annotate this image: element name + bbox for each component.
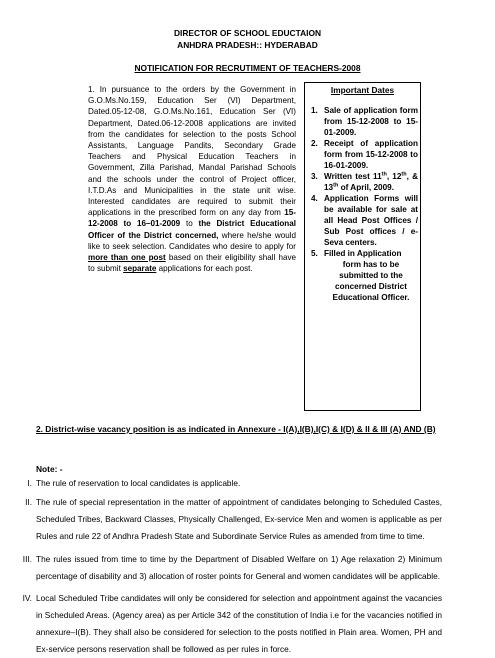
document-heading-line1: DIRECTOR OF SCHOOL EDUCTAION — [173, 28, 322, 38]
section-2-vacancy: 2. District-wise vacancy position is as indicated in Annexure - I(A),I(B),I(C) & I(D) & II & III (A) AND (B) — [36, 424, 436, 434]
important-dates-box — [304, 82, 421, 411]
note-item-4: IV. Local Scheduled Tribe candidates will only be considered for selection and appointment against the vacancies in Scheduled Areas. (Agency area) as per Article 342 of the constitution of India i.e for the vacancies notified in annexure–I(B). They shall also be considered for selection to the posts notified in Plain area. Women, PH and Ex-service persons reservation shall be followed as per rules in force. — [22, 593, 442, 654]
date-item: 1. Sale of application form from 15-12-2008 to 15-01-2009. — [311, 106, 418, 137]
note-item-3: III. The rules issued from time to time by the Department of Disabled Welfare on 1) Age relaxation 2) Minimum percentage of disability and 3) allocation of roster points for General and women candidates will be applicable. — [22, 554, 442, 581]
date-item: 2. Receipt of application form from 15-12-2008 to 16-01-2009. — [311, 139, 418, 170]
important-dates-list — [305, 105, 420, 303]
para1-text-2: to — [180, 219, 199, 229]
document-heading-line2: ANHDRA PRADESH:: HYDERABAD — [177, 40, 318, 50]
date-item: 3. Written test 11th, 12th, & 13th of April, 2009. — [311, 171, 418, 192]
note-item-1: I. The rule of reservation to local candidates is applicable. — [27, 478, 241, 488]
paragraph-1 — [88, 84, 296, 274]
more-than-one-post: more than one post — [88, 253, 166, 263]
note-item-2: II. The rule of special representation in the matter of appointment of candidates belonging to Scheduled Castes, Scheduled Tribes, Backward Classes, Physically Challenged, Ex-service Men and women is applicable as per Rules and rule 22 of Andhra Pradesh State and Subordinate Service Rules as amended from time to time. — [25, 497, 442, 541]
para1-text-3: where he/she would like to seek selection. Candidates who desire to apply for — [88, 230, 296, 251]
note-label: Note: - — [36, 464, 63, 474]
notification-title: NOTIFICATION FOR RECRUTIMENT OF TEACHERS-2008 — [134, 63, 361, 73]
date-item: 4. Application Forms will be available for sale at all Head Post Offices / Sub Post offices / e-Seva centers. — [311, 194, 418, 247]
separate-text: separate — [123, 264, 157, 274]
to-text: to — [123, 219, 132, 229]
office-text: the District Educational Officer of the District concerned, — [88, 219, 296, 240]
important-dates-title: Important Dates — [330, 85, 395, 95]
date-to: 16–01-2009 — [136, 219, 181, 229]
date-item: 5. Filled in Application form has to be submitted to the concerned District Educational Officer. — [311, 249, 410, 302]
para1-text-4: based on their eligibility shall have to submit — [88, 253, 296, 274]
date-from: 15-12-2008 — [88, 208, 296, 229]
para1-text-1: 1. In pursuance to the orders by the Government in G.O.Ms.No.159, Education Ser (VI) Department, Dated.05-12-08, G.O.Ms.No.161, Education Ser (VI) Department, Dated.06-12-2008 applications are invited from the candidates for selection to the posts School Assistants, Language Pandits, Secondary Grade Teachers and Physical Education Teachers in Government, Zilla Parishad, Mandal Parishad Schools and the schools under the control of Project officer, I.T.D.As and Municipalities in the state unit wise. Interested candidates are required to submit their applications in the prescribed form on any day from — [88, 85, 296, 218]
para1-text-5: applications for each post. — [156, 264, 253, 274]
